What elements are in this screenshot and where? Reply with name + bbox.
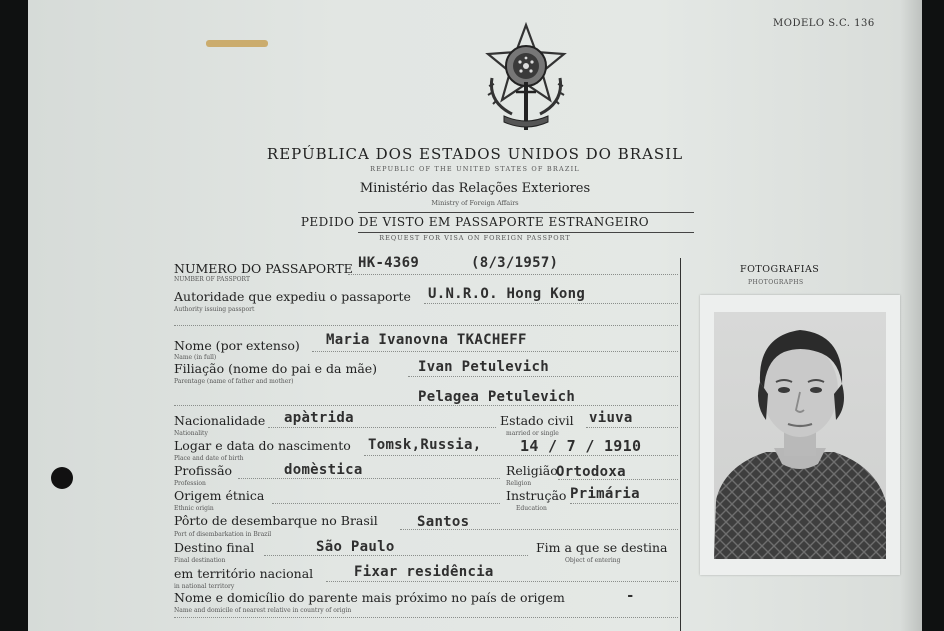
civil-status-line	[586, 427, 678, 428]
port-sub: Port of disembarkation in Brazil	[174, 531, 272, 538]
civil-status-value: viuva	[589, 410, 633, 426]
passport-number-sub: NUMBER OF PASSPORT	[174, 276, 250, 283]
birth-place-value: Tomsk,Russia,	[368, 437, 482, 453]
country-title-en: REPUBLIC OF THE UNITED STATES OF BRAZIL	[370, 165, 580, 173]
nationality-label: Nacionalidade	[174, 413, 266, 428]
applicant-photo	[714, 312, 886, 559]
purpose-label: Fim a que se destina	[536, 540, 668, 555]
name-line	[312, 351, 678, 352]
country-title: REPÚBLICA DOS ESTADOS UNIDOS DO BRASIL	[266, 145, 684, 163]
birth-label: Logar e data do nascimento	[174, 438, 351, 453]
authority-sub: Authority issuing passport	[174, 306, 255, 313]
passport-number-label: NUMERO DO PASSAPORTE	[174, 261, 353, 276]
relative-sub: Name and domicile of nearest relative in country of origin	[174, 607, 352, 614]
form-title-en: REQUEST FOR VISA ON FOREIGN PASSPORT	[379, 234, 571, 242]
ministry-title: Ministério das Relações Exteriores	[359, 181, 591, 196]
profession-sub: Profession	[174, 480, 206, 487]
visa-request-form	[28, 0, 922, 631]
education-value: Primária	[570, 486, 640, 502]
port-value: Santos	[417, 514, 470, 530]
name-sub: Name (in full)	[174, 354, 217, 361]
column-divider	[680, 258, 681, 631]
page-edge-shadow	[900, 0, 922, 631]
coat-of-arms-icon	[478, 22, 574, 136]
title-rule-bottom	[358, 232, 694, 233]
mother-name-value: Pelagea Petulevich	[418, 389, 576, 405]
nationality-value: apàtrida	[284, 410, 354, 426]
education-label: Instrução	[506, 488, 567, 503]
passport-number-line	[348, 274, 678, 275]
parentage-label: Filiação (nome do pai e da mãe)	[174, 361, 378, 376]
title-rule-top	[358, 212, 694, 213]
birth-line	[364, 455, 678, 456]
parentage-sub: Parentage (name of father and mother)	[174, 378, 294, 385]
birth-sub: Place and date of birth	[174, 455, 244, 462]
profession-value: domèstica	[284, 462, 363, 478]
civil-status-label: Estado civil	[500, 413, 574, 428]
nationality-sub: Nationality	[174, 430, 208, 437]
tape-mark	[206, 40, 268, 47]
blank-line	[174, 325, 678, 326]
civil-status-sub: married or single	[506, 430, 559, 437]
mother-line	[174, 405, 678, 406]
education-sub: Education	[516, 505, 547, 512]
name-label: Nome (por extenso)	[174, 338, 300, 353]
relative-label: Nome e domicílio do parente mais próximo no país de origem	[174, 590, 565, 605]
relative-value: -	[626, 588, 635, 604]
relative-line	[174, 617, 678, 618]
ethnic-origin-line	[272, 503, 500, 504]
form-model-number: MODELO S.C. 136	[773, 18, 875, 29]
purpose-sub-2: in national territory	[174, 583, 235, 590]
passport-date-value: (8/3/1957)	[471, 255, 559, 271]
punch-hole	[51, 467, 73, 489]
religion-value: Ortodoxa	[556, 464, 626, 480]
profession-label: Profissão	[174, 463, 233, 478]
profession-line	[238, 478, 500, 479]
father-name-value: Ivan Petulevich	[418, 359, 549, 375]
destination-sub: Final destination	[174, 557, 226, 564]
religion-line	[558, 479, 678, 480]
purpose-label-2: em território nacional	[174, 566, 314, 581]
nationality-line	[268, 427, 496, 428]
passport-number-value: HK-4369	[358, 255, 420, 271]
destination-label: Destino final	[174, 540, 255, 555]
ministry-title-en: Ministry of Foreign Affairs	[431, 199, 519, 207]
destination-value: São Paulo	[316, 539, 395, 555]
authority-value: U.N.R.O. Hong Kong	[428, 286, 586, 302]
destination-line	[264, 555, 528, 556]
photo-card	[700, 295, 900, 575]
ethnic-origin-sub: Ethnic origin	[174, 505, 214, 512]
purpose-value: Fixar residência	[354, 564, 494, 580]
form-title: PEDIDO DE VISTO EM PASSAPORTE ESTRANGEIRO	[300, 215, 650, 229]
birth-date-value: 14 / 7 / 1910	[520, 437, 642, 455]
religion-sub: Religion	[506, 480, 532, 487]
name-value: Maria Ivanovna TKACHEFF	[326, 332, 527, 348]
purpose-line	[326, 581, 678, 582]
port-label: Pôrto de desembarque no Brasil	[174, 513, 378, 528]
purpose-sub: Object of entering	[565, 557, 621, 564]
photographs-sub: PHOTOGRAPHS	[748, 279, 804, 286]
religion-label: Religião	[506, 463, 558, 478]
education-line	[570, 503, 678, 504]
authority-line	[424, 303, 678, 304]
authority-label: Autoridade que expediu o passaporte	[174, 289, 411, 304]
father-line	[408, 376, 678, 377]
ethnic-origin-label: Origem étnica	[174, 488, 265, 503]
photographs-label: FOTOGRAFIAS	[740, 264, 820, 275]
port-line	[400, 529, 678, 530]
